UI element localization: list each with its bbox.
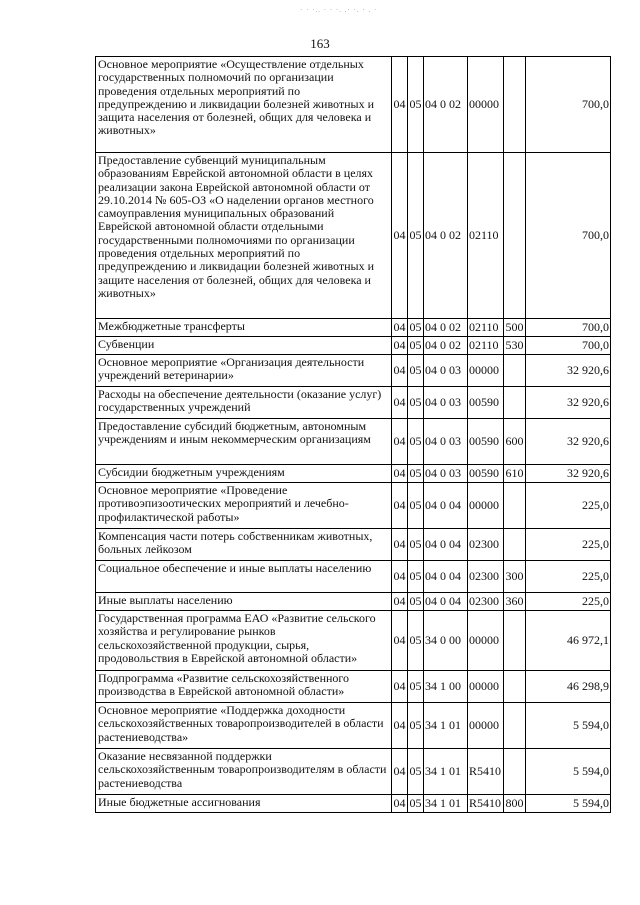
table-row (96, 561, 611, 593)
amount-cell: 700,0 (526, 319, 611, 337)
section-code-cell: 04 (392, 795, 408, 813)
target-article-suffix-cell: 02300 (468, 529, 504, 561)
section-code-cell: 04 (392, 355, 408, 387)
expense-name-cell: Иные выплаты населению (96, 593, 392, 611)
target-article-code-cell: 34 0 00 (424, 611, 468, 671)
target-article-code-cell: 04 0 04 (424, 593, 468, 611)
subsection-code-cell: 05 (408, 483, 424, 529)
subsection-code-cell: 05 (408, 703, 424, 749)
amount-cell: 32 920,6 (526, 419, 611, 465)
target-article-suffix-cell: 00000 (468, 703, 504, 749)
section-code-cell: 04 (392, 337, 408, 355)
target-article-code-cell: 34 1 00 (424, 671, 468, 703)
budget-table (95, 56, 611, 813)
expense-type-code-cell (504, 611, 526, 671)
subsection-code-cell: 05 (408, 465, 424, 483)
target-article-suffix-cell: R5410 (468, 795, 504, 813)
amount-cell: 700,0 (526, 153, 611, 319)
target-article-suffix-cell: 02110 (468, 337, 504, 355)
subsection-code-cell: 05 (408, 529, 424, 561)
section-code-cell: 04 (392, 387, 408, 419)
expense-type-code-cell: 360 (504, 593, 526, 611)
expense-type-code-cell (504, 483, 526, 529)
subsection-code-cell: 05 (408, 671, 424, 703)
table-row (96, 355, 611, 387)
expense-name-cell: Субсидии бюджетным учреждениям (96, 465, 392, 483)
table-row (96, 153, 611, 319)
expense-name-cell: Основное мероприятие «Осуществление отдельных государственных полномочий по организации проведения отдельных мероприятий по предупреждению и ликвидации болезней животных и защита населения от болезней, общих для человека и животных» (96, 57, 392, 153)
expense-name-cell: Основное мероприятие «Организация деятельности учреждений ветеринарии» (96, 355, 392, 387)
subsection-code-cell: 05 (408, 419, 424, 465)
table-row (96, 337, 611, 355)
section-code-cell: 04 (392, 419, 408, 465)
target-article-code-cell: 04 0 02 (424, 153, 468, 319)
expense-name-cell: Иные бюджетные ассигнования (96, 795, 392, 813)
amount-cell: 225,0 (526, 561, 611, 593)
target-article-code-cell: 04 0 02 (424, 337, 468, 355)
table-row (96, 703, 611, 749)
amount-cell: 225,0 (526, 593, 611, 611)
section-code-cell: 04 (392, 703, 408, 749)
expense-type-code-cell (504, 671, 526, 703)
section-code-cell: 04 (392, 465, 408, 483)
expense-name-cell: Основное мероприятие «Поддержка доходности сельскохозяйственных товаропроизводителей в области растениеводства» (96, 703, 392, 749)
subsection-code-cell: 05 (408, 611, 424, 671)
expense-name-cell: Предоставление субсидий бюджетным, автономным учреждениям и иным некоммерческим организациям (96, 419, 392, 465)
table-row (96, 529, 611, 561)
expense-type-code-cell: 600 (504, 419, 526, 465)
table-row (96, 465, 611, 483)
table-row (96, 611, 611, 671)
amount-cell: 5 594,0 (526, 703, 611, 749)
expense-type-code-cell: 530 (504, 337, 526, 355)
expense-name-cell: Социальное обеспечение и иные выплаты населению (96, 561, 392, 593)
target-article-code-cell: 04 0 02 (424, 319, 468, 337)
subsection-code-cell: 05 (408, 593, 424, 611)
expense-name-cell: Оказание несвязанной поддержки сельскохозяйственным товаропроизводителям в области растениеводства (96, 749, 392, 795)
subsection-code-cell: 05 (408, 319, 424, 337)
page-number: 163 (310, 36, 330, 51)
target-article-suffix-cell: 02110 (468, 153, 504, 319)
expense-name-cell: Компенсация части потерь собственникам животных, больных лейкозом (96, 529, 392, 561)
table-row (96, 419, 611, 465)
section-code-cell: 04 (392, 749, 408, 795)
expense-type-code-cell (504, 355, 526, 387)
expense-type-code-cell (504, 703, 526, 749)
target-article-code-cell: 04 0 04 (424, 561, 468, 593)
target-article-suffix-cell: 02300 (468, 561, 504, 593)
target-article-suffix-cell: 00590 (468, 419, 504, 465)
expense-type-code-cell: 610 (504, 465, 526, 483)
section-code-cell: 04 (392, 529, 408, 561)
amount-cell: 46 972,1 (526, 611, 611, 671)
expense-type-code-cell (504, 57, 526, 153)
section-code-cell: 04 (392, 593, 408, 611)
expense-name-cell: Государственная программа ЕАО «Развитие сельского хозяйства и регулирование рынков сельскохозяйственной продукции, сырья, продовольствия в Еврейской автономной области» (96, 611, 392, 671)
subsection-code-cell: 05 (408, 57, 424, 153)
expense-type-code-cell (504, 387, 526, 419)
expense-name-cell: Межбюджетные трансферты (96, 319, 392, 337)
expense-name-cell: Расходы на обеспечение деятельности (оказание услуг) государственных учреждений (96, 387, 392, 419)
expense-type-code-cell (504, 529, 526, 561)
target-article-suffix-cell: 00000 (468, 355, 504, 387)
scan-artifact: · · ·.. · · ·. ,· ·. · . · (300, 6, 378, 12)
subsection-code-cell: 05 (408, 561, 424, 593)
expense-name-cell: Предоставление субвенций муниципальным образованиям Еврейской автономной области в целях реализации закона Еврейской автономной области от 29.10.2014 № 605-ОЗ «О наделении органов местного самоуправления муниципальных образований Еврейской автономной области отдельными государственными полномочиями по организации проведения отдельных мероприятий по предупреждению и ликвидации болезней животных и защите населения от болезней, общих для человека и животных» (96, 153, 392, 319)
amount-cell: 32 920,6 (526, 465, 611, 483)
expense-type-code-cell: 500 (504, 319, 526, 337)
subsection-code-cell: 05 (408, 749, 424, 795)
target-article-suffix-cell: 00000 (468, 611, 504, 671)
table-row (96, 593, 611, 611)
table-row (96, 57, 611, 153)
subsection-code-cell: 05 (408, 355, 424, 387)
subsection-code-cell: 05 (408, 337, 424, 355)
target-article-code-cell: 34 1 01 (424, 703, 468, 749)
target-article-suffix-cell: 00000 (468, 671, 504, 703)
expense-type-code-cell (504, 749, 526, 795)
table-row (96, 387, 611, 419)
target-article-code-cell: 04 0 04 (424, 483, 468, 529)
target-article-suffix-cell: 00590 (468, 465, 504, 483)
expense-type-code-cell: 800 (504, 795, 526, 813)
target-article-code-cell: 04 0 02 (424, 57, 468, 153)
amount-cell: 700,0 (526, 57, 611, 153)
target-article-code-cell: 04 0 04 (424, 529, 468, 561)
section-code-cell: 04 (392, 561, 408, 593)
target-article-code-cell: 04 0 03 (424, 387, 468, 419)
section-code-cell: 04 (392, 483, 408, 529)
amount-cell: 225,0 (526, 529, 611, 561)
amount-cell: 32 920,6 (526, 387, 611, 419)
target-article-suffix-cell: 00000 (468, 483, 504, 529)
target-article-code-cell: 34 1 01 (424, 749, 468, 795)
subsection-code-cell: 05 (408, 795, 424, 813)
amount-cell: 46 298,9 (526, 671, 611, 703)
target-article-suffix-cell: 00000 (468, 57, 504, 153)
expense-name-cell: Субвенции (96, 337, 392, 355)
target-article-suffix-cell: 02300 (468, 593, 504, 611)
section-code-cell: 04 (392, 611, 408, 671)
amount-cell: 700,0 (526, 337, 611, 355)
section-code-cell: 04 (392, 153, 408, 319)
table-row (96, 671, 611, 703)
amount-cell: 5 594,0 (526, 749, 611, 795)
target-article-suffix-cell: 02110 (468, 319, 504, 337)
subsection-code-cell: 05 (408, 153, 424, 319)
table-row (96, 319, 611, 337)
amount-cell: 32 920,6 (526, 355, 611, 387)
target-article-code-cell: 04 0 03 (424, 355, 468, 387)
target-article-suffix-cell: 00590 (468, 387, 504, 419)
section-code-cell: 04 (392, 319, 408, 337)
target-article-code-cell: 04 0 03 (424, 465, 468, 483)
expense-name-cell: Подпрограмма «Развитие сельскохозяйственного производства в Еврейской автономной области» (96, 671, 392, 703)
table-row (96, 795, 611, 813)
table-row (96, 749, 611, 795)
amount-cell: 5 594,0 (526, 795, 611, 813)
target-article-code-cell: 04 0 03 (424, 419, 468, 465)
expense-type-code-cell: 300 (504, 561, 526, 593)
amount-cell: 225,0 (526, 483, 611, 529)
target-article-suffix-cell: R5410 (468, 749, 504, 795)
section-code-cell: 04 (392, 57, 408, 153)
target-article-code-cell: 34 1 01 (424, 795, 468, 813)
subsection-code-cell: 05 (408, 387, 424, 419)
table-row (96, 483, 611, 529)
expense-type-code-cell (504, 153, 526, 319)
section-code-cell: 04 (392, 671, 408, 703)
expense-name-cell: Основное мероприятие «Проведение противоэпизоотических мероприятий и лечебно-профилактической работы» (96, 483, 392, 529)
